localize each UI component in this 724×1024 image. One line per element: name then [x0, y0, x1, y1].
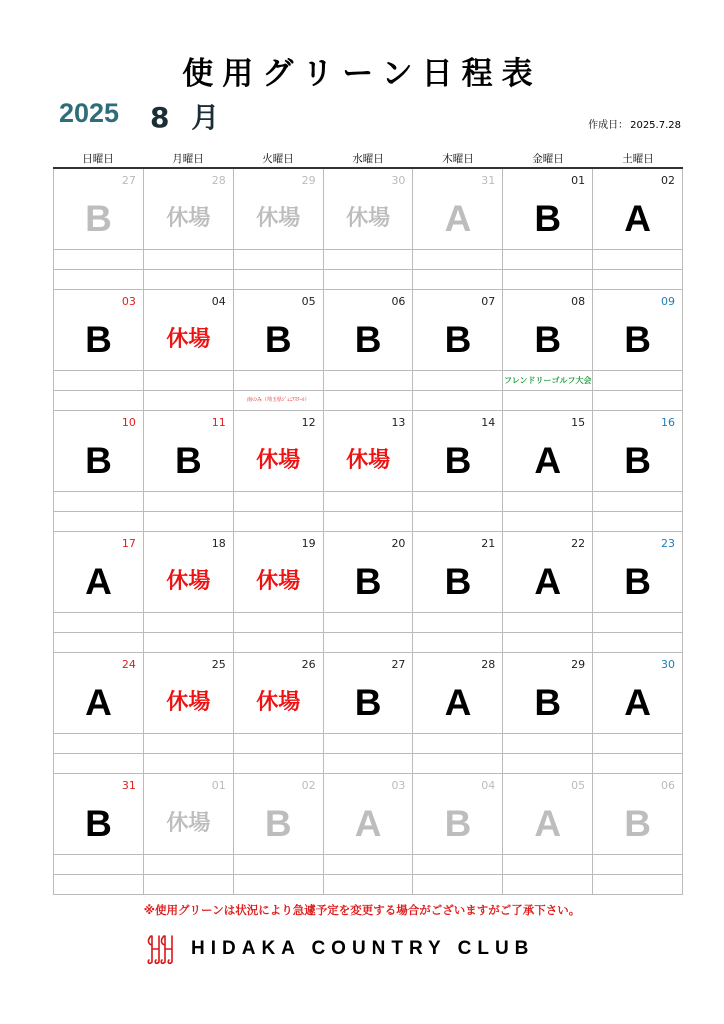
day-cell [503, 411, 593, 532]
weekday-header [53, 151, 683, 169]
day-number: 16 [661, 416, 676, 429]
green-code: 休場 [166, 206, 211, 231]
page-title: 使用グリーン日程表 [182, 56, 542, 92]
green-code: A [534, 561, 562, 602]
calendar-grid [53, 169, 683, 895]
day-number: 29 [571, 658, 586, 671]
day-number: 21 [481, 537, 496, 550]
day-number: 10 [121, 416, 136, 429]
green-code: 休場 [256, 448, 301, 473]
day-cell [54, 653, 144, 774]
day-cell [503, 653, 593, 774]
event-note [234, 753, 323, 773]
green-code: 休場 [166, 811, 211, 836]
weekday-label: 土曜日 [622, 153, 654, 165]
green-code: A [444, 198, 472, 239]
event-note [144, 370, 233, 390]
event-note [593, 491, 682, 511]
day-number: 15 [571, 416, 586, 429]
event-note [413, 370, 502, 390]
day-number: 13 [391, 416, 406, 429]
green-code: B [534, 198, 562, 239]
event-note [144, 390, 233, 410]
event-note [234, 491, 323, 511]
day-cell [593, 290, 683, 411]
month-label: 8 月 [150, 101, 226, 134]
event-note [54, 390, 143, 410]
day-cell [324, 169, 414, 290]
event-note [144, 733, 233, 753]
event-note [503, 733, 592, 753]
green-code: 休場 [166, 327, 211, 352]
event-note [503, 390, 592, 410]
weekday-label: 水曜日 [352, 153, 384, 165]
event-note [54, 269, 143, 289]
day-number: 18 [211, 537, 226, 550]
day-cell [413, 653, 503, 774]
day-number: 14 [481, 416, 496, 429]
green-code: B [354, 561, 382, 602]
week-row [54, 169, 683, 290]
green-code: B [85, 803, 112, 844]
day-cell [503, 532, 593, 653]
event-note [324, 733, 413, 753]
green-code: 休場 [256, 206, 301, 231]
day-number: 24 [121, 658, 136, 671]
green-code: 休場 [166, 690, 211, 715]
green-code: B [85, 440, 112, 481]
event-note [234, 733, 323, 753]
event-note [144, 753, 233, 773]
day-number: 20 [391, 537, 406, 550]
day-number: 06 [661, 779, 676, 792]
green-code: 休場 [346, 448, 391, 473]
event-note [54, 733, 143, 753]
event-note [234, 370, 323, 390]
green-code: B [264, 319, 292, 360]
event-note [54, 511, 143, 531]
green-code: B [624, 561, 652, 602]
event-note [54, 854, 143, 874]
day-cell [413, 532, 503, 653]
day-number: 02 [661, 174, 676, 187]
green-code: B [624, 319, 652, 360]
event-note [54, 874, 143, 894]
day-number: 04 [211, 295, 226, 308]
day-number: 05 [571, 779, 586, 792]
event-note [503, 249, 592, 269]
day-cell [144, 653, 234, 774]
event-note [54, 612, 143, 632]
day-number: 04 [481, 779, 496, 792]
day-number: 28 [481, 658, 496, 671]
green-code: B [444, 440, 472, 481]
event-note [324, 632, 413, 652]
event-note [144, 874, 233, 894]
green-code: B [354, 319, 382, 360]
event-note [593, 249, 682, 269]
weekday-label: 日曜日 [82, 153, 114, 165]
event-note [413, 632, 502, 652]
green-code: B [444, 319, 472, 360]
green-code: B [534, 319, 562, 360]
event-note [234, 269, 323, 289]
day-cell [503, 169, 593, 290]
event-note [324, 854, 413, 874]
day-number: 12 [301, 416, 316, 429]
day-cell [413, 411, 503, 532]
event-note [144, 249, 233, 269]
event-note [593, 511, 682, 531]
green-code: B [264, 803, 292, 844]
green-code: A [534, 803, 562, 844]
weekday-label: 金曜日 [532, 153, 564, 165]
event-note [54, 249, 143, 269]
weekday-label: 月曜日 [172, 153, 204, 165]
event-note [503, 269, 592, 289]
day-cell [324, 532, 414, 653]
day-cell [234, 774, 324, 895]
event-note [234, 511, 323, 531]
event-note [144, 511, 233, 531]
event-note [54, 632, 143, 652]
day-number: 27 [121, 174, 136, 187]
calendar [53, 151, 683, 895]
weekday-label: 木曜日 [442, 153, 474, 165]
event-note [144, 612, 233, 632]
day-cell [234, 653, 324, 774]
event-note [413, 612, 502, 632]
event-note: 南のみ（埼玉県ｼﾞｭﾆｱｽｸｰﾙ） [234, 390, 323, 410]
green-code: B [624, 803, 652, 844]
event-note [503, 753, 592, 773]
created-date [586, 116, 681, 131]
event-note [54, 370, 143, 390]
event-note [593, 854, 682, 874]
event-note [503, 612, 592, 632]
event-note [593, 733, 682, 753]
event-note [234, 612, 323, 632]
green-code: 休場 [256, 690, 301, 715]
event-note [593, 390, 682, 410]
green-code: 休場 [346, 206, 391, 231]
event-note [413, 511, 502, 531]
schedule-notice: ※使用グリーンは状況により急遽予定を変更する場合がございますがご了承下さい。 [143, 903, 581, 917]
day-cell [503, 774, 593, 895]
green-code: 休場 [166, 569, 211, 594]
event-note [413, 753, 502, 773]
event-note [503, 632, 592, 652]
day-number: 09 [661, 295, 676, 308]
day-cell [54, 774, 144, 895]
week-row [54, 411, 683, 532]
event-note [324, 370, 413, 390]
event-note [324, 249, 413, 269]
event-note [324, 753, 413, 773]
day-cell [54, 169, 144, 290]
day-cell [54, 411, 144, 532]
event-note [324, 874, 413, 894]
event-note [324, 491, 413, 511]
green-code: B [85, 319, 112, 360]
event-note [413, 491, 502, 511]
event-note [234, 249, 323, 269]
event-note [234, 632, 323, 652]
event-note [144, 632, 233, 652]
week-row [54, 532, 683, 653]
day-cell [144, 169, 234, 290]
day-number: 01 [211, 779, 226, 792]
green-code: B [444, 561, 472, 602]
event-note [413, 733, 502, 753]
event-note [324, 390, 413, 410]
event-note [503, 491, 592, 511]
day-number: 30 [391, 174, 406, 187]
day-number: 08 [571, 295, 586, 308]
event-note [413, 854, 502, 874]
day-number: 11 [211, 416, 226, 429]
event-note [593, 753, 682, 773]
green-code: 休場 [256, 569, 301, 594]
day-cell [234, 532, 324, 653]
green-code: A [85, 561, 112, 602]
day-cell [413, 290, 503, 411]
event-note [324, 511, 413, 531]
day-cell [234, 169, 324, 290]
weekday-label: 火曜日 [262, 153, 294, 165]
club-name: HIDAKA COUNTRY CLUB [191, 938, 535, 959]
day-cell [324, 290, 414, 411]
day-number: 19 [301, 537, 316, 550]
club-logo-icon [145, 932, 175, 966]
day-number: 03 [391, 779, 406, 792]
event-note [54, 491, 143, 511]
day-number: 29 [301, 174, 316, 187]
green-code: B [85, 198, 112, 239]
green-code: A [85, 682, 112, 723]
day-cell [593, 169, 683, 290]
week-row [54, 290, 683, 411]
day-cell [234, 290, 324, 411]
day-number: 31 [481, 174, 496, 187]
day-number: 30 [661, 658, 676, 671]
day-cell [324, 411, 414, 532]
event-note [503, 854, 592, 874]
club-footer [145, 932, 534, 966]
day-number: 26 [301, 658, 316, 671]
day-number: 07 [481, 295, 496, 308]
day-number: 06 [391, 295, 406, 308]
event-note [593, 370, 682, 390]
event-note [413, 269, 502, 289]
green-code: B [174, 440, 202, 481]
day-number: 23 [661, 537, 676, 550]
event-note [593, 874, 682, 894]
day-cell [234, 411, 324, 532]
day-number: 01 [571, 174, 586, 187]
day-cell [593, 411, 683, 532]
green-code: A [624, 198, 652, 239]
day-number: 28 [211, 174, 226, 187]
day-cell [54, 532, 144, 653]
event-note [324, 269, 413, 289]
day-number: 02 [301, 779, 316, 792]
day-cell [144, 411, 234, 532]
day-cell [593, 532, 683, 653]
green-code: A [534, 440, 562, 481]
week-row [54, 774, 683, 895]
event-note [593, 612, 682, 632]
year-label: 2025 [59, 98, 120, 128]
day-number: 27 [391, 658, 406, 671]
green-code: B [444, 803, 472, 844]
day-number: 05 [301, 295, 316, 308]
green-code: B [534, 682, 562, 723]
day-number: 17 [121, 537, 136, 550]
event-note [234, 874, 323, 894]
event-note [413, 874, 502, 894]
event-note [144, 854, 233, 874]
created-value: 2025.7.28 [630, 120, 681, 131]
event-note [413, 249, 502, 269]
day-cell [144, 532, 234, 653]
day-cell [144, 774, 234, 895]
day-cell [324, 774, 414, 895]
event-note [324, 612, 413, 632]
week-row [54, 653, 683, 774]
green-code: A [444, 682, 472, 723]
day-number: 25 [211, 658, 226, 671]
green-code: B [354, 682, 382, 723]
green-code: B [624, 440, 652, 481]
green-code: A [624, 682, 652, 723]
event-note [593, 632, 682, 652]
day-cell [593, 653, 683, 774]
event-note [503, 874, 592, 894]
day-cell [144, 290, 234, 411]
event-note [593, 269, 682, 289]
day-cell [413, 169, 503, 290]
event-note [234, 854, 323, 874]
day-cell [54, 290, 144, 411]
day-cell [503, 290, 593, 411]
day-number: 31 [121, 779, 136, 792]
event-note [503, 511, 592, 531]
event-note [413, 390, 502, 410]
day-number: 22 [571, 537, 586, 550]
event-note: フレンドリーゴルフ大会 [503, 370, 592, 390]
day-cell [413, 774, 503, 895]
day-cell [593, 774, 683, 895]
green-code: A [354, 803, 382, 844]
day-number: 03 [121, 295, 136, 308]
event-note [54, 753, 143, 773]
day-cell [324, 653, 414, 774]
event-note [144, 269, 233, 289]
created-label: 作成日： [588, 120, 629, 131]
event-note [144, 491, 233, 511]
